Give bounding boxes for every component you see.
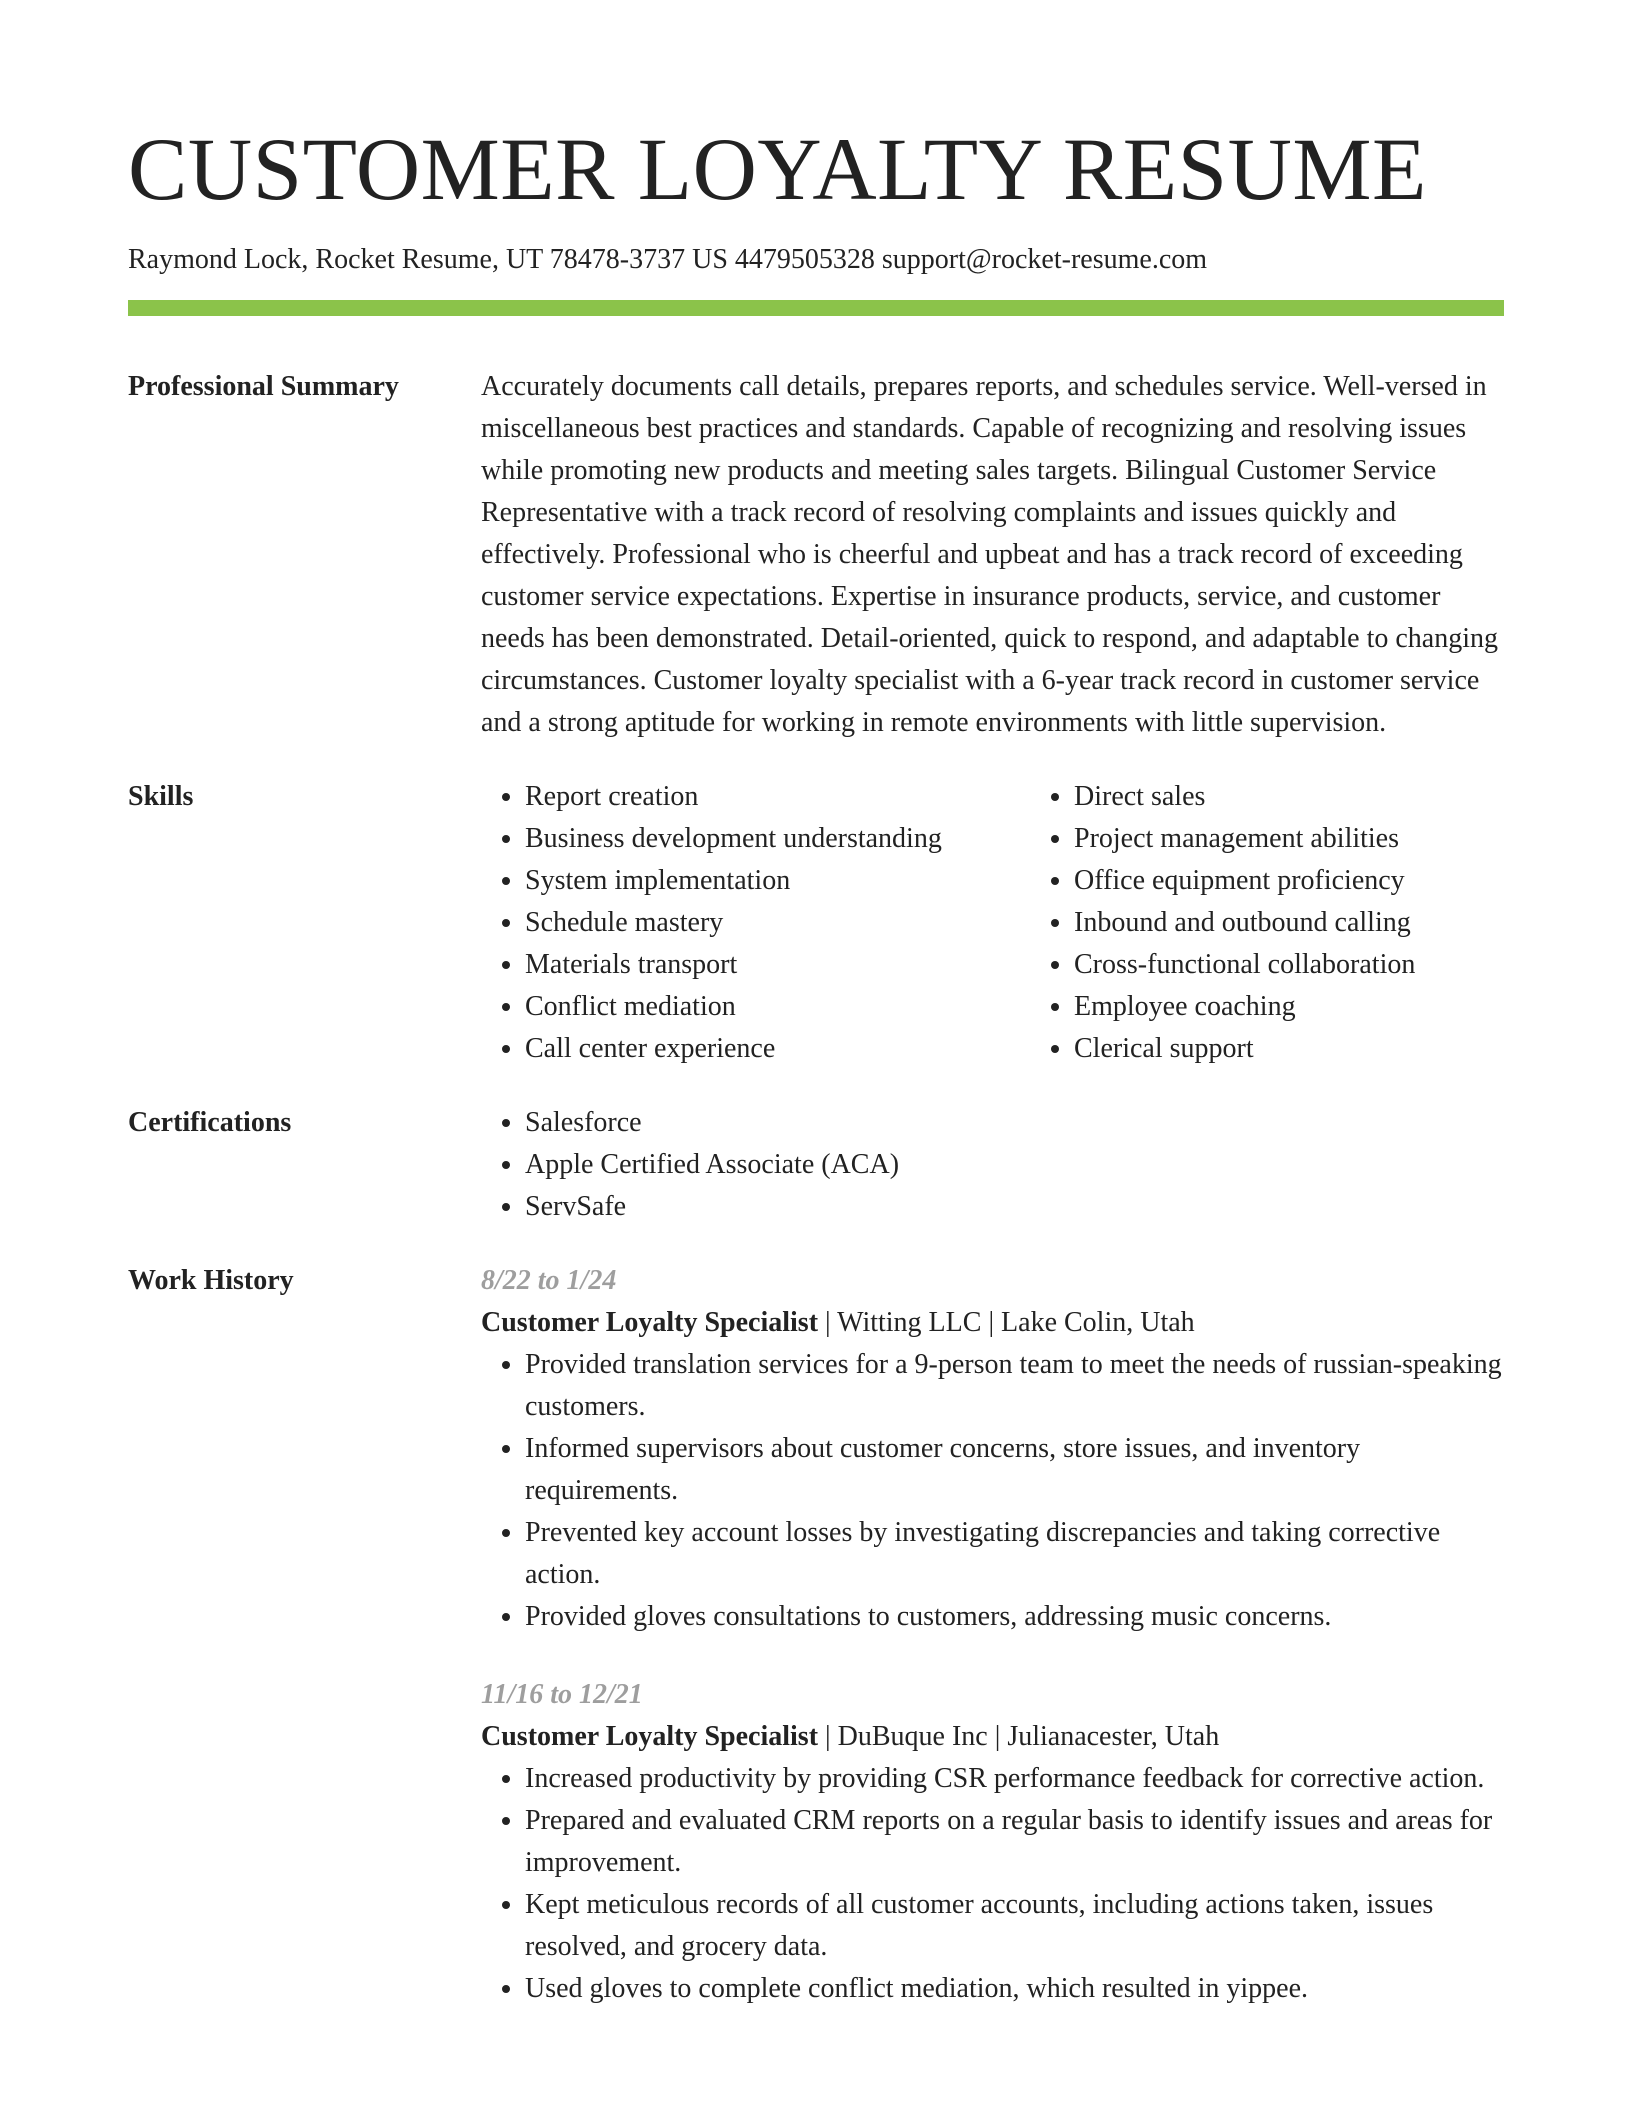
certification-item: • ServSafe xyxy=(525,1186,1504,1228)
skill-item: • Employee coaching xyxy=(1074,986,1504,1028)
job-role: Customer Loyalty Specialist xyxy=(481,1307,819,1338)
job-role: Customer Loyalty Specialist xyxy=(481,1721,819,1752)
skill-item: • Direct sales xyxy=(1074,776,1504,818)
job-details: | Witting LLC | Lake Colin, Utah xyxy=(818,1307,1195,1338)
skill-item: • Office equipment proficiency xyxy=(1074,860,1504,902)
job-bullet: • Kept meticulous records of all customer accounts, including actions taken, issues resolved, and grocery data. xyxy=(525,1884,1504,1968)
summary-body xyxy=(481,366,1504,744)
contact-email[interactable]: support@rocket-resume.com xyxy=(881,244,1208,275)
job-bullet: • Used gloves to complete conflict mediation, which resulted in yippee. xyxy=(525,1968,1504,2010)
job-bullet: • Informed supervisors about customer concerns, store issues, and inventory requirements. xyxy=(525,1428,1504,1512)
certification-item: • Apple Certified Associate (ACA) xyxy=(525,1144,1504,1186)
job-bullets xyxy=(481,1344,1504,1638)
skill-item: • Business development understanding xyxy=(525,818,1030,860)
contact-location: UT 78478-3737 US xyxy=(505,244,728,275)
job-entry xyxy=(481,1674,1504,2010)
certifications-body xyxy=(481,1102,1504,1228)
skills-section xyxy=(128,776,1504,1070)
contact-phone: 4479505328 xyxy=(734,244,875,275)
contact-name: Raymond Lock, xyxy=(128,244,309,275)
section-heading-work-history: Work History xyxy=(128,1265,294,1296)
skills-column-2 xyxy=(1030,776,1504,1070)
section-heading-summary: Professional Summary xyxy=(128,371,399,402)
skill-item: • Call center experience xyxy=(525,1028,1030,1070)
work-history-section xyxy=(128,1260,1504,2010)
skill-item: • Materials transport xyxy=(525,944,1030,986)
work-history-body xyxy=(481,1260,1504,2010)
section-heading-certifications: Certifications xyxy=(128,1107,292,1138)
resume-title: CUSTOMER LOYALTY RESUME xyxy=(128,121,1427,219)
certifications-list xyxy=(481,1102,1504,1228)
job-title-line xyxy=(481,1302,1504,1344)
summary-section xyxy=(128,366,1504,744)
skill-item: • System implementation xyxy=(525,860,1030,902)
contact-line xyxy=(128,242,1504,278)
job-bullet: • Prepared and evaluated CRM reports on a regular basis to identify issues and areas for improvement. xyxy=(525,1800,1504,1884)
skill-item: • Report creation xyxy=(525,776,1030,818)
job-bullets xyxy=(481,1758,1504,2010)
contact-company: Rocket Resume, xyxy=(315,244,499,275)
job-entry xyxy=(481,1260,1504,1638)
certification-item: • Salesforce xyxy=(525,1102,1504,1144)
skill-item: • Clerical support xyxy=(1074,1028,1504,1070)
job-bullet: • Prevented key account losses by investigating discrepancies and taking corrective action. xyxy=(525,1512,1504,1596)
skill-item: • Schedule mastery xyxy=(525,902,1030,944)
job-bullet: • Provided gloves consultations to customers, addressing music concerns. xyxy=(525,1596,1504,1638)
summary-text: Accurately documents call details, prepares reports, and schedules service. Well-versed in miscellaneous best practices and standards. Capable of recognizing and resolving issues while promoting new products and meeting sales targets. Bilingual Customer Service Representative with a track record of resolving complaints and issues quickly and effectively. Professional who is cheerful and upbeat and has a track record of exceeding customer service expectations. Expertise in insurance products, service, and customer needs has been demonstrated. Detail-oriented, quick to respond, and adaptable to changing circumstances. Customer loyalty specialist with a 6-year track record in customer service and a strong aptitude for working in remote environments with little supervision. xyxy=(481,371,1498,738)
skill-item: • Cross-functional collaboration xyxy=(1074,944,1504,986)
section-heading-skills: Skills xyxy=(128,781,194,812)
skills-grid xyxy=(481,776,1504,1070)
job-title-line xyxy=(481,1716,1504,1758)
skill-item: • Conflict mediation xyxy=(525,986,1030,1028)
job-dates: 11/16 to 12/21 xyxy=(481,1679,643,1710)
job-bullet: • Provided translation services for a 9-person team to meet the needs of russian-speaking customers. xyxy=(525,1344,1504,1428)
job-details: | DuBuque Inc | Julianacester, Utah xyxy=(818,1721,1220,1752)
job-dates: 8/22 to 1/24 xyxy=(481,1265,617,1296)
skills-column-1 xyxy=(481,776,1030,1070)
job-bullet: • Increased productivity by providing CSR performance feedback for corrective action. xyxy=(525,1758,1504,1800)
accent-divider xyxy=(128,300,1504,316)
certifications-section xyxy=(128,1102,1504,1228)
skill-item: • Project management abilities xyxy=(1074,818,1504,860)
skill-item: • Inbound and outbound calling xyxy=(1074,902,1504,944)
